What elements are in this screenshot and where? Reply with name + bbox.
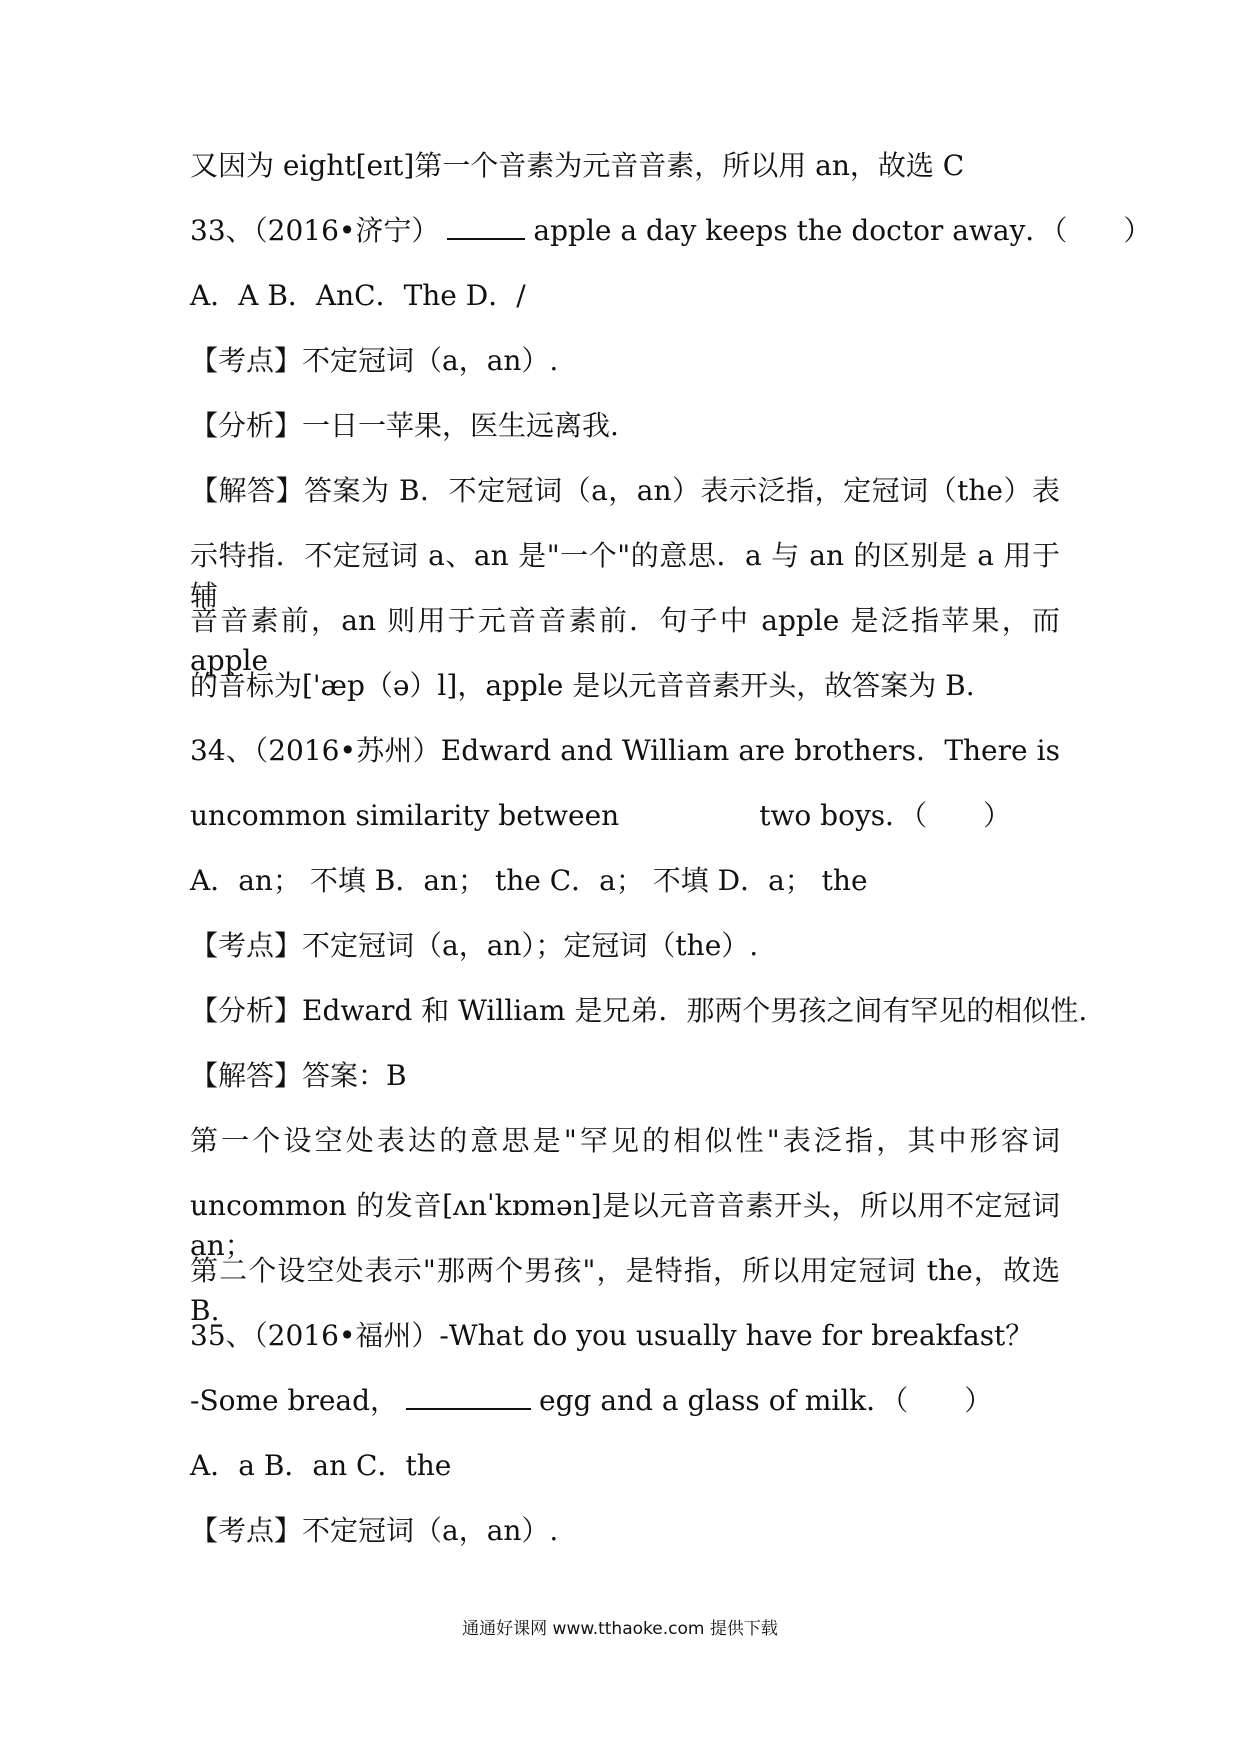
question-35-stem-2 — [190, 1381, 1060, 1421]
fenxi-label: 【分析】Edward 和 William 是兄弟．那两个男孩之间有罕见的相似性. — [190, 994, 1088, 1027]
question-34-options: A．an； 不填 B．an； the C．a； 不填 D．a； the — [190, 864, 868, 897]
question-34-suffix: two boys．（ ） — [759, 799, 1012, 832]
fenxi-label: 【分析】一日一苹果，医生远离我. — [190, 409, 619, 442]
jieda-line-1: 【解答】答案为 B．不定冠词（a，an）表示泛指，定冠词（the）表 — [190, 474, 1060, 507]
kaodian-label: 【考点】不定冠词（a，an）. — [190, 1514, 559, 1547]
jieda-line-4: 的音标为['æp（ə）l]，apple 是以元音音素开头，故答案为 B. — [190, 669, 975, 702]
question-35-suffix: egg and a glass of milk．（ ） — [539, 1384, 993, 1417]
text-line-1: 又因为 eight[eɪt]第一个音素为元音音素，所以用 an，故选 C — [190, 149, 965, 182]
question-34-stem-2 — [190, 796, 1060, 836]
explanation-line-1: 第一个设空处表达的意思是"罕见的相似性"表泛指，其中形容词 — [190, 1124, 1060, 1157]
question-33-suffix: apple a day keeps the doctor away．（ ） — [533, 214, 1152, 247]
question-33-options: A．A B．AnC．The D．/ — [190, 279, 526, 312]
question-33-prefix: 33、（2016•济宁） — [190, 214, 440, 247]
question-34-stem-1: 34、（2016•苏州）Edward and William are brothers．There is — [190, 734, 1060, 767]
explanation-line-2: uncommon 的发音[ʌnˈkɒmən]是以元音音素开头，所以用不定冠词 an； — [190, 1189, 1060, 1262]
question-33-stem — [190, 211, 1152, 251]
question-34-prefix: uncommon similarity between — [190, 799, 620, 832]
jieda-line-3: 音音素前，an 则用于元音音素前．句子中 apple 是泛指苹果，而 apple — [190, 604, 1060, 677]
answer-blank — [406, 1382, 531, 1410]
jieda-label: 【解答】答案：B — [190, 1059, 407, 1092]
answer-blank — [447, 212, 525, 240]
kaodian-label: 【考点】不定冠词（a，an）；定冠词（the）. — [190, 929, 759, 962]
question-35-options: A．a B．an C．the — [190, 1449, 452, 1482]
question-35-stem-1: 35、（2016•福州）-What do you usually have for breakfast？ — [190, 1319, 1034, 1352]
jieda-line-2: 示特指．不定冠词 a、an 是"一个"的意思．a 与 an 的区别是 a 用于辅 — [190, 539, 1060, 612]
question-35-prefix: -Some bread， — [190, 1384, 399, 1417]
footer-watermark: 通通好课网 www.tthaoke.com 提供下载 — [462, 1619, 778, 1639]
kaodian-label: 【考点】不定冠词（a，an）. — [190, 344, 559, 377]
explanation-line-3: 第二个设空处表示"那两个男孩"，是特指，所以用定冠词 the，故选 B. — [190, 1254, 1060, 1327]
